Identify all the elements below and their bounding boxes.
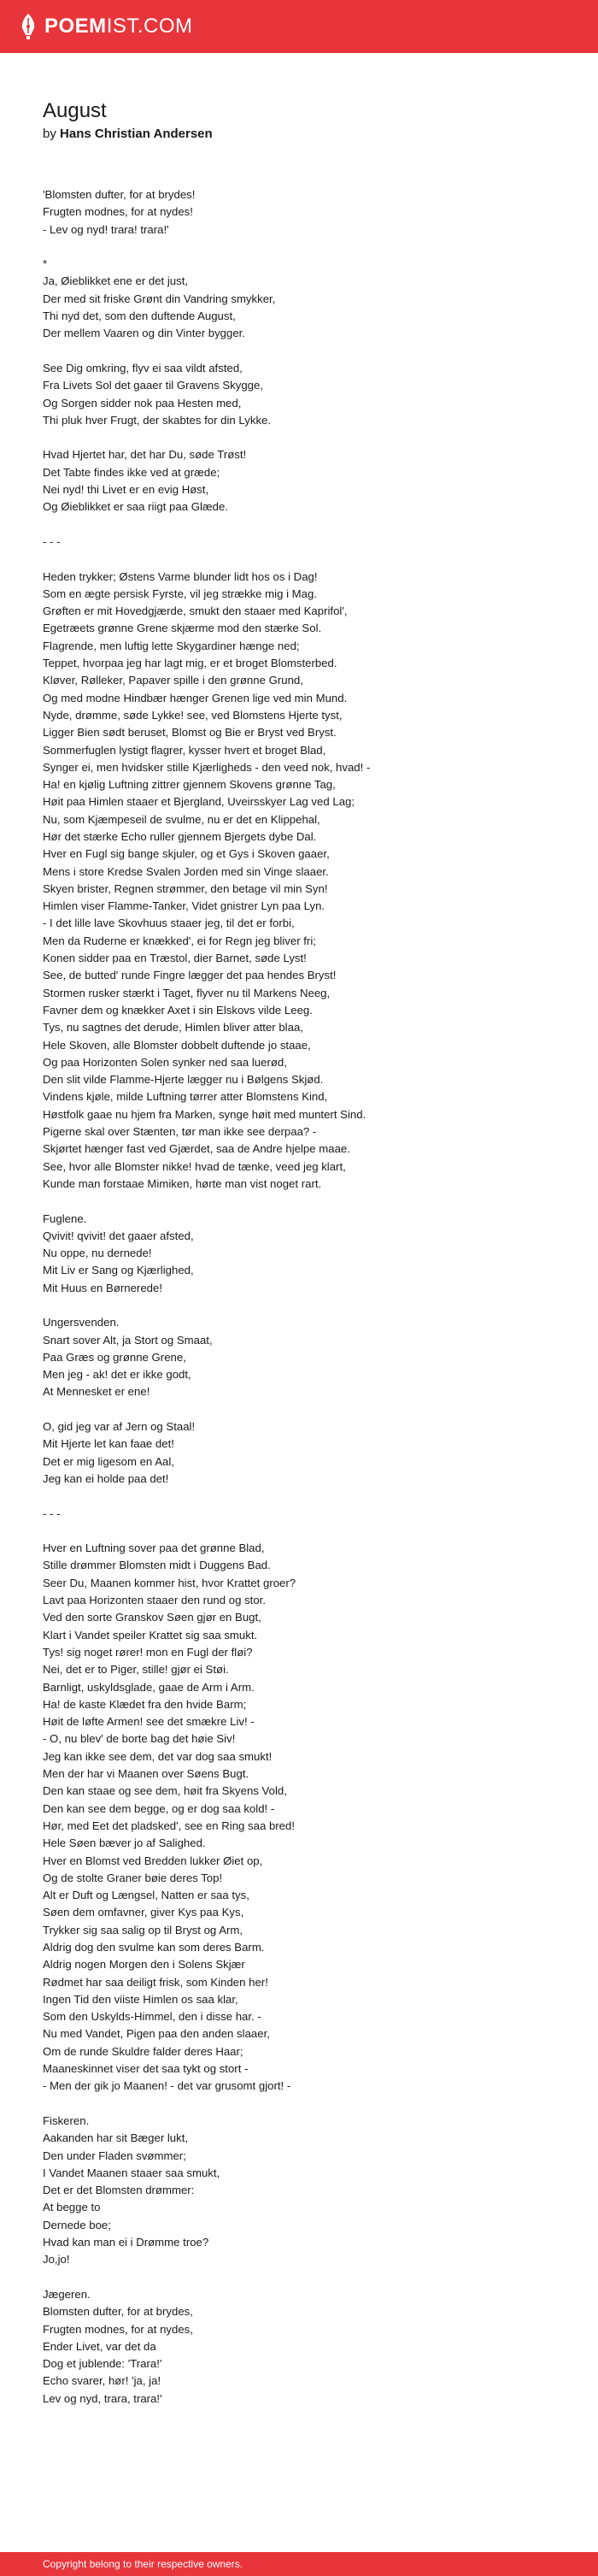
poem-line: Hør, med Eet det pladsked', see en Ring saa bred! — [43, 1819, 296, 1832]
poem-line: - I det lille lave Skovhuus staaer jeg, til det er forbi, — [43, 917, 295, 930]
poem-line: Men da Ruderne er knækked', ei for Regn jeg bliver fri; — [43, 934, 316, 947]
poem-stanza — [43, 256, 572, 342]
poem-line: - O, nu blev' de borte bag det høie Siv! — [43, 1732, 236, 1746]
poem-line: Alt er Duft og Længsel, Natten er saa tys, — [43, 1889, 249, 1902]
poem-line: Som den Uskylds-Himmel, den i disse har. - — [43, 2010, 261, 2024]
site-header — [0, 0, 598, 53]
poem-line: Flagrende, men luftig lette Skygardiner hænge ned; — [43, 639, 300, 652]
poem-line: Dernede boe; — [43, 2218, 111, 2231]
poem-line: Rødmet har saa deiligt frisk, som Kinden her! — [43, 1975, 268, 1989]
poem-line: Stille drømmer Blomsten midt i Duggens Bad. — [43, 1559, 271, 1572]
poem-line: Paa Græs og grønne Grene, — [43, 1350, 186, 1364]
poem-line: Jeg kan ikke see dem, det var dog saa smukt! — [43, 1749, 273, 1763]
poem-line: Hele Skoven, alle Blomster dobbelt duftende jo staae, — [43, 1038, 311, 1052]
poem-line: See Dig omkring, flyv ei saa vildt afsted, — [43, 361, 243, 374]
poem-line: Barnligt, uskyldsglade, gaae de Arm i Arm. — [43, 1680, 255, 1694]
poem-line: Pigerne skal over Stænten, tør man ikke see derpaa? - — [43, 1125, 317, 1139]
poem-line: Aakanden har sit Bæger lukt, — [43, 2131, 189, 2145]
poem-title: August — [43, 99, 107, 122]
poem-line: Konen sidder paa en Træstol, dier Barnet, søde Lyst! — [43, 952, 307, 965]
poem-stanza — [43, 1211, 572, 1297]
poem-line: Mens i store Kredse Svalen Jorden med sin Vinge slaaer. — [43, 864, 329, 878]
poem-line: Hver en Luftning sover paa det grønne Blad, — [43, 1541, 265, 1555]
poem-line: Ved den sorte Granskov Søen gjør en Bugt, — [43, 1611, 261, 1624]
poem-line: - Men der gik jo Maanen! - det var grusomt gjort! - — [43, 2079, 291, 2093]
poem-line: Frugten modnes, for at nydes, — [43, 2322, 193, 2336]
poem-line: Hvad kan man ei i Drømme troe? — [43, 2236, 209, 2249]
poem-line: Nei nyd! thi Livet er en evig Høst, — [43, 483, 209, 497]
poem-line: Det er det Blomsten drømmer: — [43, 2184, 195, 2197]
poem-stanza — [43, 1506, 572, 1523]
poem-stanza — [43, 2113, 572, 2269]
poem-line: Kunde man forstaae Mimiken, hørte man vist noget rart. — [43, 1176, 322, 1190]
poem-line: Den under Fladen svømmer; — [43, 2149, 186, 2162]
poem-line: Heden trykker; Østens Varme blunder lidt hos os i Dag! — [43, 569, 318, 583]
poem-author[interactable]: Hans Christian Andersen — [60, 127, 213, 141]
poem-line: - - - — [43, 534, 61, 548]
poem-line: Nu med Vandet, Pigen paa den anden slaaer, — [43, 2027, 270, 2041]
poem-line: Hvad Hjertet har, det har Du, søde Trøst! — [43, 448, 247, 462]
poem-line: - - - — [43, 1506, 61, 1520]
poem-line: Den kan staae og see dem, høit fra Skyens Vold, — [43, 1784, 287, 1798]
copyright-notice: Copyright belong to their respective owners. — [43, 2558, 243, 2570]
poem-line: Og Sorgen sidder nok paa Hesten med, — [43, 396, 242, 410]
logo-text-bold: POEM — [44, 15, 107, 38]
poem-line: Som en ægte persisk Fyrste, vil jeg strække mig i Mag. — [43, 587, 317, 600]
poem-line: Favner dem og knækker Axet i sin Elskovs vilde Leeg. — [43, 1003, 313, 1017]
poem-line: Lavt paa Horizonten staaer den rund og stor. — [43, 1594, 266, 1607]
poem-line: Qvivit! qvivit! det gaaer afsted, — [43, 1229, 194, 1242]
poem-stanza — [43, 2286, 572, 2408]
poem-line: Lev og nyd, trara, trara!' — [43, 2391, 162, 2405]
poem-line: Aldrig dog den svulme kan som deres Barm. — [43, 1940, 265, 1954]
site-footer — [0, 2552, 598, 2576]
poem-line: Trykker sig saa salig op til Bryst og Arm, — [43, 1923, 243, 1936]
poem-line: Søen dem omfavner, giver Kys paa Kys, — [43, 1906, 244, 1919]
poem-line: Og de stolte Graner bøie deres Top! — [43, 1871, 223, 1884]
poem-line: Der med sit friske Grønt din Vandring smykker, — [43, 292, 276, 305]
poem-line: Grøften er mit Hovedgjærde, smukt den staaer med Kaprifol', — [43, 604, 348, 618]
poem-line: Nu, som Kjæmpeseil de svulme, nu er det en Klippehal, — [43, 812, 320, 826]
poem-line: - Lev og nyd! trara! trara!' — [43, 222, 169, 236]
poem-line: Ha! de kaste Klædet fra den hvide Barm; — [43, 1697, 247, 1711]
poem-line: Echo svarer, hør! 'ja, ja! — [43, 2374, 161, 2388]
poem-line: Mit Liv er Sang og Kjærlighed, — [43, 1264, 194, 1277]
poem-line: Ingen Tid den viiste Himlen os saa klar, — [43, 1992, 238, 2006]
poem-line: Hør det stærke Echo ruller gjennem Bjergets dybe Dal. — [43, 829, 317, 843]
poem-line: Der mellem Vaaren og din Vinter bygger. — [43, 327, 246, 340]
logo-text-light: IST.COM — [106, 15, 193, 38]
poem-line: Thi nyd det, som den duftende August, — [43, 309, 236, 323]
poem-line: Nyde, drømme, søde Lykke! see, ved Blomstens Hjerte tyst, — [43, 708, 343, 722]
poem-line: Jeg kan ei holde paa det! — [43, 1471, 169, 1485]
poem-line: Nei, det er to Piger, stille! gjør ei Støi. — [43, 1663, 229, 1677]
poem-line: Jægeren. — [43, 2287, 91, 2301]
poem-line: Fuglene. — [43, 1211, 87, 1225]
poem-line: O, gid jeg var af Jern og Staal! — [43, 1420, 196, 1434]
poem-stanza — [43, 446, 572, 516]
poem-line: Sommerfuglen lystigt flagrer, kysser hvert et broget Blad, — [43, 743, 326, 757]
poem-line: Seer Du, Maanen kommer hist, hvor Krattet groer? — [43, 1576, 296, 1589]
poem-line: Kløver, Rølleker, Papaver spille i den grønne Grund, — [43, 674, 303, 687]
site-logo[interactable] — [19, 13, 193, 40]
poem-line: Vindens kjøle, milde Luftning tørrer atter Blomstens Kind, — [43, 1090, 328, 1104]
poem-line: Og paa Horizonten Solen synker ned saa luerød, — [43, 1055, 287, 1069]
poem-line: Høit paa Himlen staaer et Bjergland, Uveirsskyer Lag ved Lag; — [43, 795, 355, 809]
poem-line: Ender Livet, var det da — [43, 2339, 156, 2353]
poem-line: Synger ei, men hvidsker stille Kjærligheds - den veed nok, hvad! - — [43, 760, 371, 774]
poem-line: Den slit vilde Flamme-Hjerte lægger nu i Bølgens Skjød. — [43, 1073, 324, 1087]
poem-line: At begge to — [43, 2201, 101, 2214]
poem-line: I Vandet Maanen staaer saa smukt, — [43, 2166, 220, 2179]
poem-line: Hele Søen bæver jo af Salighed. — [43, 1836, 206, 1850]
poem-line: Frugten modnes, for at nydes! — [43, 205, 193, 219]
poem-stanza — [43, 186, 572, 239]
poem-line: Den kan see dem begge, og er dog saa kold! - — [43, 1801, 275, 1815]
poem-line: Det Tabte findes ikke ved at græde; — [43, 465, 220, 479]
poem-line: See, hvor alle Blomster nikke! hvad de tænke, veed jeg klart, — [43, 1159, 346, 1173]
poem-line: Men der har vi Maanen over Søens Bugt. — [43, 1767, 249, 1781]
poem-line: Tys, nu sagtnes det derude, Himlen bliver atter blaa, — [43, 1021, 303, 1035]
poem-line: Tys! sig noget rører! mon en Fugl der fløi? — [43, 1645, 253, 1659]
poem-stanza — [43, 569, 572, 1194]
poem-stanza — [43, 1314, 572, 1400]
poem-line: See, de butted' runde Fingre lægger det paa hendes Bryst! — [43, 969, 337, 982]
poem-line: Teppet, hvorpaa jeg har lagt mig, er et broget Blomsterbed. — [43, 657, 337, 670]
poem-line: Om de runde Skuldre falder deres Haar; — [43, 2044, 243, 2058]
poem-line: Men jeg - ak! det er ikke godt, — [43, 1368, 191, 1382]
poem-line: Klart i Vandet speiler Krattet sig saa smukt. — [43, 1628, 258, 1642]
poem-line: Fra Livets Sol det gaaer til Gravens Skygge, — [43, 379, 264, 392]
poem-line: Jo,jo! — [43, 2253, 70, 2267]
site-logo-text — [44, 13, 193, 40]
poem-line: Himlen viser Flamme-Tanker, Videt gnistrer Lyn paa Lyn. — [43, 899, 325, 913]
poem-line: Mit Hjerte let kan faae det! — [43, 1437, 174, 1451]
poem-line: Ha! en kjølig Luftning zittrer gjennem Skovens grønne Tag, — [43, 778, 336, 792]
poem-line: Og Øieblikket er saa riigt paa Glæde. — [43, 500, 228, 514]
poem-line: Fiskeren. — [43, 2113, 90, 2127]
poem-line: Det er mig ligesom en Aal, — [43, 1454, 174, 1468]
poem-line: Hver en Fugl sig bange skjuler, og et Gys i Skoven gaaer, — [43, 847, 330, 861]
poem-line: Ungersvenden. — [43, 1316, 120, 1329]
poem-line: Skjørtet hænger fast ved Gjærdet, saa de Andre hjelpe maae. — [43, 1142, 350, 1156]
poem-line: Snart sover Alt, ja Stort og Smaat, — [43, 1333, 213, 1347]
poem-body — [43, 186, 572, 2425]
poem-byline — [43, 126, 213, 143]
poem-line: Thi pluk hver Frugt, der skabtes for din Lykke. — [43, 413, 272, 427]
poem-line: Dog et jublende: 'Trara!' — [43, 2357, 162, 2371]
poem-line: * — [43, 257, 48, 271]
poem-line: Og med modne Hindbær hænger Grenen lige ved min Mund. — [43, 691, 348, 704]
poem-line: Aldrig nogen Morgen den i Solens Skjær — [43, 1958, 245, 1972]
poem-stanza — [43, 1418, 572, 1488]
poem-line: Blomsten dufter, for at brydes, — [43, 2305, 193, 2319]
poem-line: Hver en Blomst ved Bredden lukker Øiet op, — [43, 1854, 263, 1867]
poem-line: Maaneskinnet viser det saa tykt og stort - — [43, 2062, 249, 2076]
poem-stanza — [43, 533, 572, 551]
poem-line: At Mennesket er ene! — [43, 1385, 150, 1399]
poem-line: Ja, Øieblikket ene er det just, — [43, 274, 189, 288]
poem-line: Egetræets grønne Grene skjærme mod den stærke Sol. — [43, 622, 322, 635]
poem-line: 'Blomsten dufter, for at brydes! — [43, 188, 196, 201]
quill-pen-icon — [19, 13, 38, 40]
poem-line: Stormen rusker stærkt i Taget, flyver nu til Markens Neeg, — [43, 986, 331, 999]
poem-line: Høstfolk gaae nu hjem fra Marken, synge høit med muntert Sind. — [43, 1107, 366, 1121]
poem-stanza — [43, 1540, 572, 2096]
poem-line: Skyen brister, Regnen strømmer, den betage vil min Syn! — [43, 881, 328, 895]
poem-stanza — [43, 360, 572, 429]
poem-line: Nu oppe, nu dernede! — [43, 1247, 152, 1260]
poem-line: Høit de løfte Armen! see det smækre Liv! - — [43, 1715, 255, 1729]
byline-prefix: by — [43, 127, 56, 141]
poem-line: Ligger Bien sødt beruset, Blomst og Bie er Bryst ved Bryst. — [43, 726, 337, 740]
poem-line: Mit Huus en Børnerede! — [43, 1281, 162, 1294]
